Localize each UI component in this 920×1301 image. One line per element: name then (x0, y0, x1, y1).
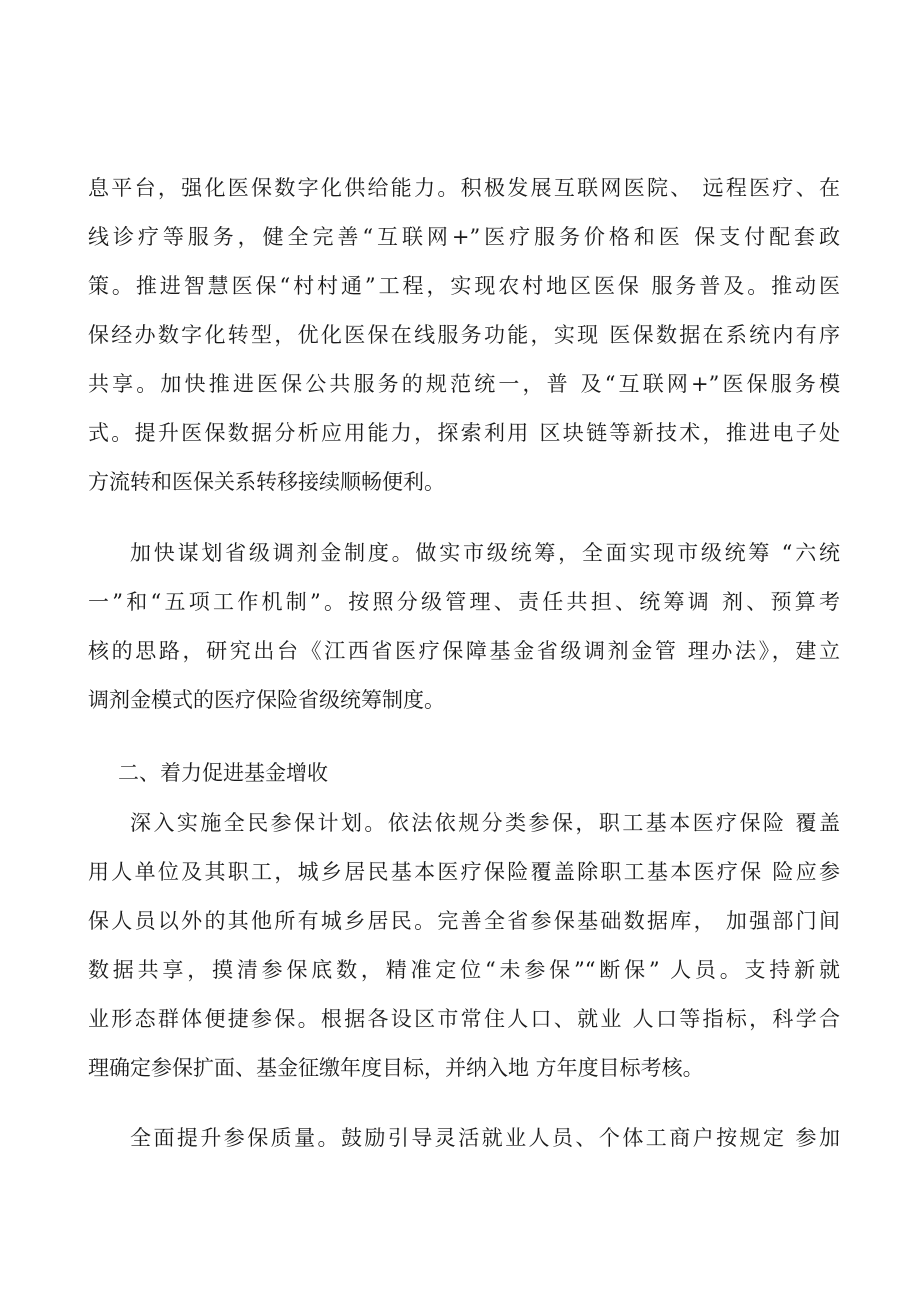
text-line: 式。提升医保数据分析应用能力，探索利用 区块链等新技术，推进电子处 (88, 421, 840, 445)
paragraph-enrollment-quality (88, 1122, 840, 1155)
text-line: 全面提升参保质量。鼓励引导灵活就业人员、个体工商户按规定 参加 (130, 1126, 840, 1150)
paragraph-provincial-adjustment-fund (88, 537, 840, 717)
text-line: 核的思路，研究出台《江西省医疗保障基金省级调剂金管 理办法》，建立 (88, 639, 840, 663)
text-line: 方流转和医保关系转移接续顺畅便利。 (88, 470, 445, 494)
text-line: 息平台，强化医保数字化供给能力。积极发展互联网医院、 远程医疗、在 (88, 176, 840, 200)
text-line: 深入实施全民参保计划。依法依规分类参保，职工基本医疗保险 覆盖 (130, 811, 840, 835)
text-line: 策。推进智慧医保“村村通”工程，实现农村地区医保 服务普及。推动医 (88, 274, 840, 298)
text-line: 保经办数字化转型，优化医保在线服务功能，实现 医保数据在系统内有序 (88, 323, 840, 347)
text-line: 调剂金模式的医疗保险省级统筹制度。 (88, 688, 445, 712)
text-line: 共享。加快推进医保公共服务的规范统一，普 及“互联网+”医保服务模 (88, 372, 840, 396)
section-heading (88, 757, 840, 790)
section-title: 二、着力促进基金增收 (118, 761, 328, 785)
text-line: 用人单位及其职工，城乡居民基本医疗保险覆盖除职工基本医疗保 险应参 (88, 860, 840, 884)
paragraph-universal-enrollment (88, 807, 840, 1085)
text-line: 理确定参保扩面、基金征缴年度目标，并纳入地 方年度目标考核。 (88, 1056, 704, 1080)
text-line: 一”和“五项工作机制”。按照分级管理、责任共担、统筹调 剂、预算考 (88, 590, 840, 614)
text-line: 线诊疗等服务，健全完善“互联网+”医疗服务价格和医 保支付配套政 (88, 225, 840, 249)
paragraph-digital-platform (88, 172, 840, 499)
text-line: 保人员以外的其他所有城乡居民。完善全省参保基础数据库， 加强部门间 (88, 909, 840, 933)
text-line: 加快谋划省级调剂金制度。做实市级统筹，全面实现市级统筹 “六统 (130, 541, 840, 565)
text-line: 数据共享，摸清参保底数，精准定位“未参保”“断保” 人员。支持新就 (88, 958, 840, 982)
text-line: 业形态群体便捷参保。根据各设区市常住人口、就业 人口等指标，科学合 (88, 1007, 840, 1031)
